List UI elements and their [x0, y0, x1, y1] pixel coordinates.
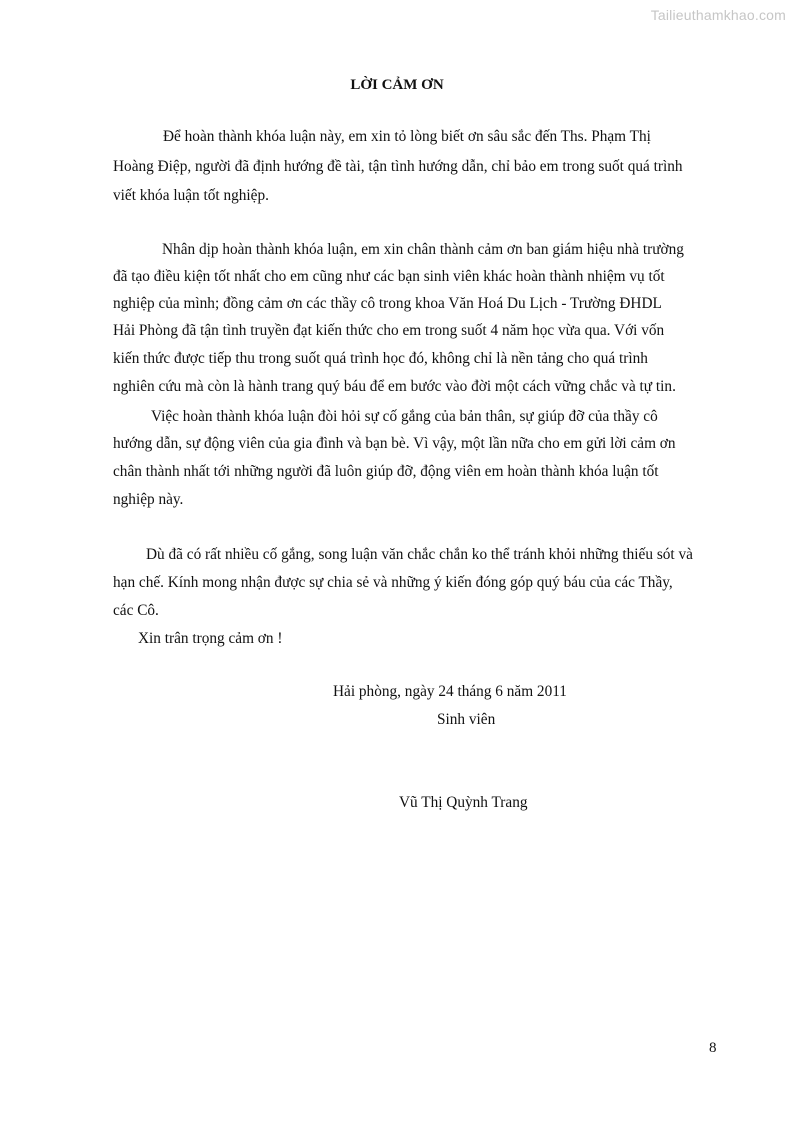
paragraph-line: đã tạo điều kiện tốt nhất cho em cũng như các bạn sinh viên khác hoàn thành nhiệm vụ tốt: [113, 268, 665, 285]
paragraph-line: Hải Phòng đã tận tình truyền đạt kiến thức cho em trong suốt 4 năm học vừa qua. Với vốn: [113, 322, 665, 339]
paragraph-line: Nhân dịp hoàn thành khóa luận, em xin chân thành cảm ơn ban giám hiệu nhà trường: [162, 241, 684, 258]
paragraph-line: các Cô.: [113, 602, 159, 619]
paragraph-line: Dù đã có rất nhiều cố gắng, song luận văn chắc chắn ko thể tránh khỏi những thiếu sót và: [146, 546, 693, 563]
signer-role: Sinh viên: [437, 711, 496, 728]
paragraph-line: nghiệp của mình; đồng cảm ơn các thầy cô trong khoa Văn Hoá Du Lịch - Trường ĐHDL: [113, 295, 662, 312]
paragraph-line: nghiệp này.: [113, 491, 184, 508]
paragraph-line: chân thành nhất tới những người đã luôn giúp đỡ, động viên em hoàn thành khóa luận tốt: [113, 463, 659, 480]
site-watermark: Tailieuthamkhao.com: [650, 7, 786, 23]
paragraph-line: viết khóa luận tốt nghiệp.: [113, 187, 269, 204]
paragraph-line: Hoàng Điệp, người đã định hướng đề tài, tận tình hướng dẫn, chỉ bảo em trong suốt quá trình: [113, 158, 683, 175]
paragraph-line: nghiên cứu mà còn là hành trang quý báu để em bước vào đời một cách vững chắc và tự tin.: [113, 378, 676, 395]
paragraph-line: kiến thức được tiếp thu trong suốt quá trình học đó, không chỉ là nền tảng cho quá trình: [113, 350, 648, 367]
paragraph-line: Xin trân trọng cảm ơn !: [138, 630, 283, 647]
page-number: 8: [709, 1040, 717, 1056]
page-title: LỜI CẢM ƠN: [350, 77, 444, 93]
paragraph-line: hạn chế. Kính mong nhận được sự chia sẻ và những ý kiến đóng góp quý báu của các Thầy,: [113, 574, 673, 591]
paragraph-line: hướng dẫn, sự động viên của gia đình và bạn bè. Vì vậy, một lần nữa cho em gửi lời cảm ơn: [113, 435, 676, 452]
place-date: Hải phòng, ngày 24 tháng 6 năm 2011: [333, 683, 567, 700]
paragraph-line: Việc hoàn thành khóa luận đòi hỏi sự cố gắng của bản thân, sự giúp đỡ của thầy cô: [151, 408, 658, 425]
signer-name: Vũ Thị Quỳnh Trang: [399, 794, 528, 811]
paragraph-line: Để hoàn thành khóa luận này, em xin tỏ lòng biết ơn sâu sắc đến Ths. Phạm Thị: [163, 128, 651, 145]
